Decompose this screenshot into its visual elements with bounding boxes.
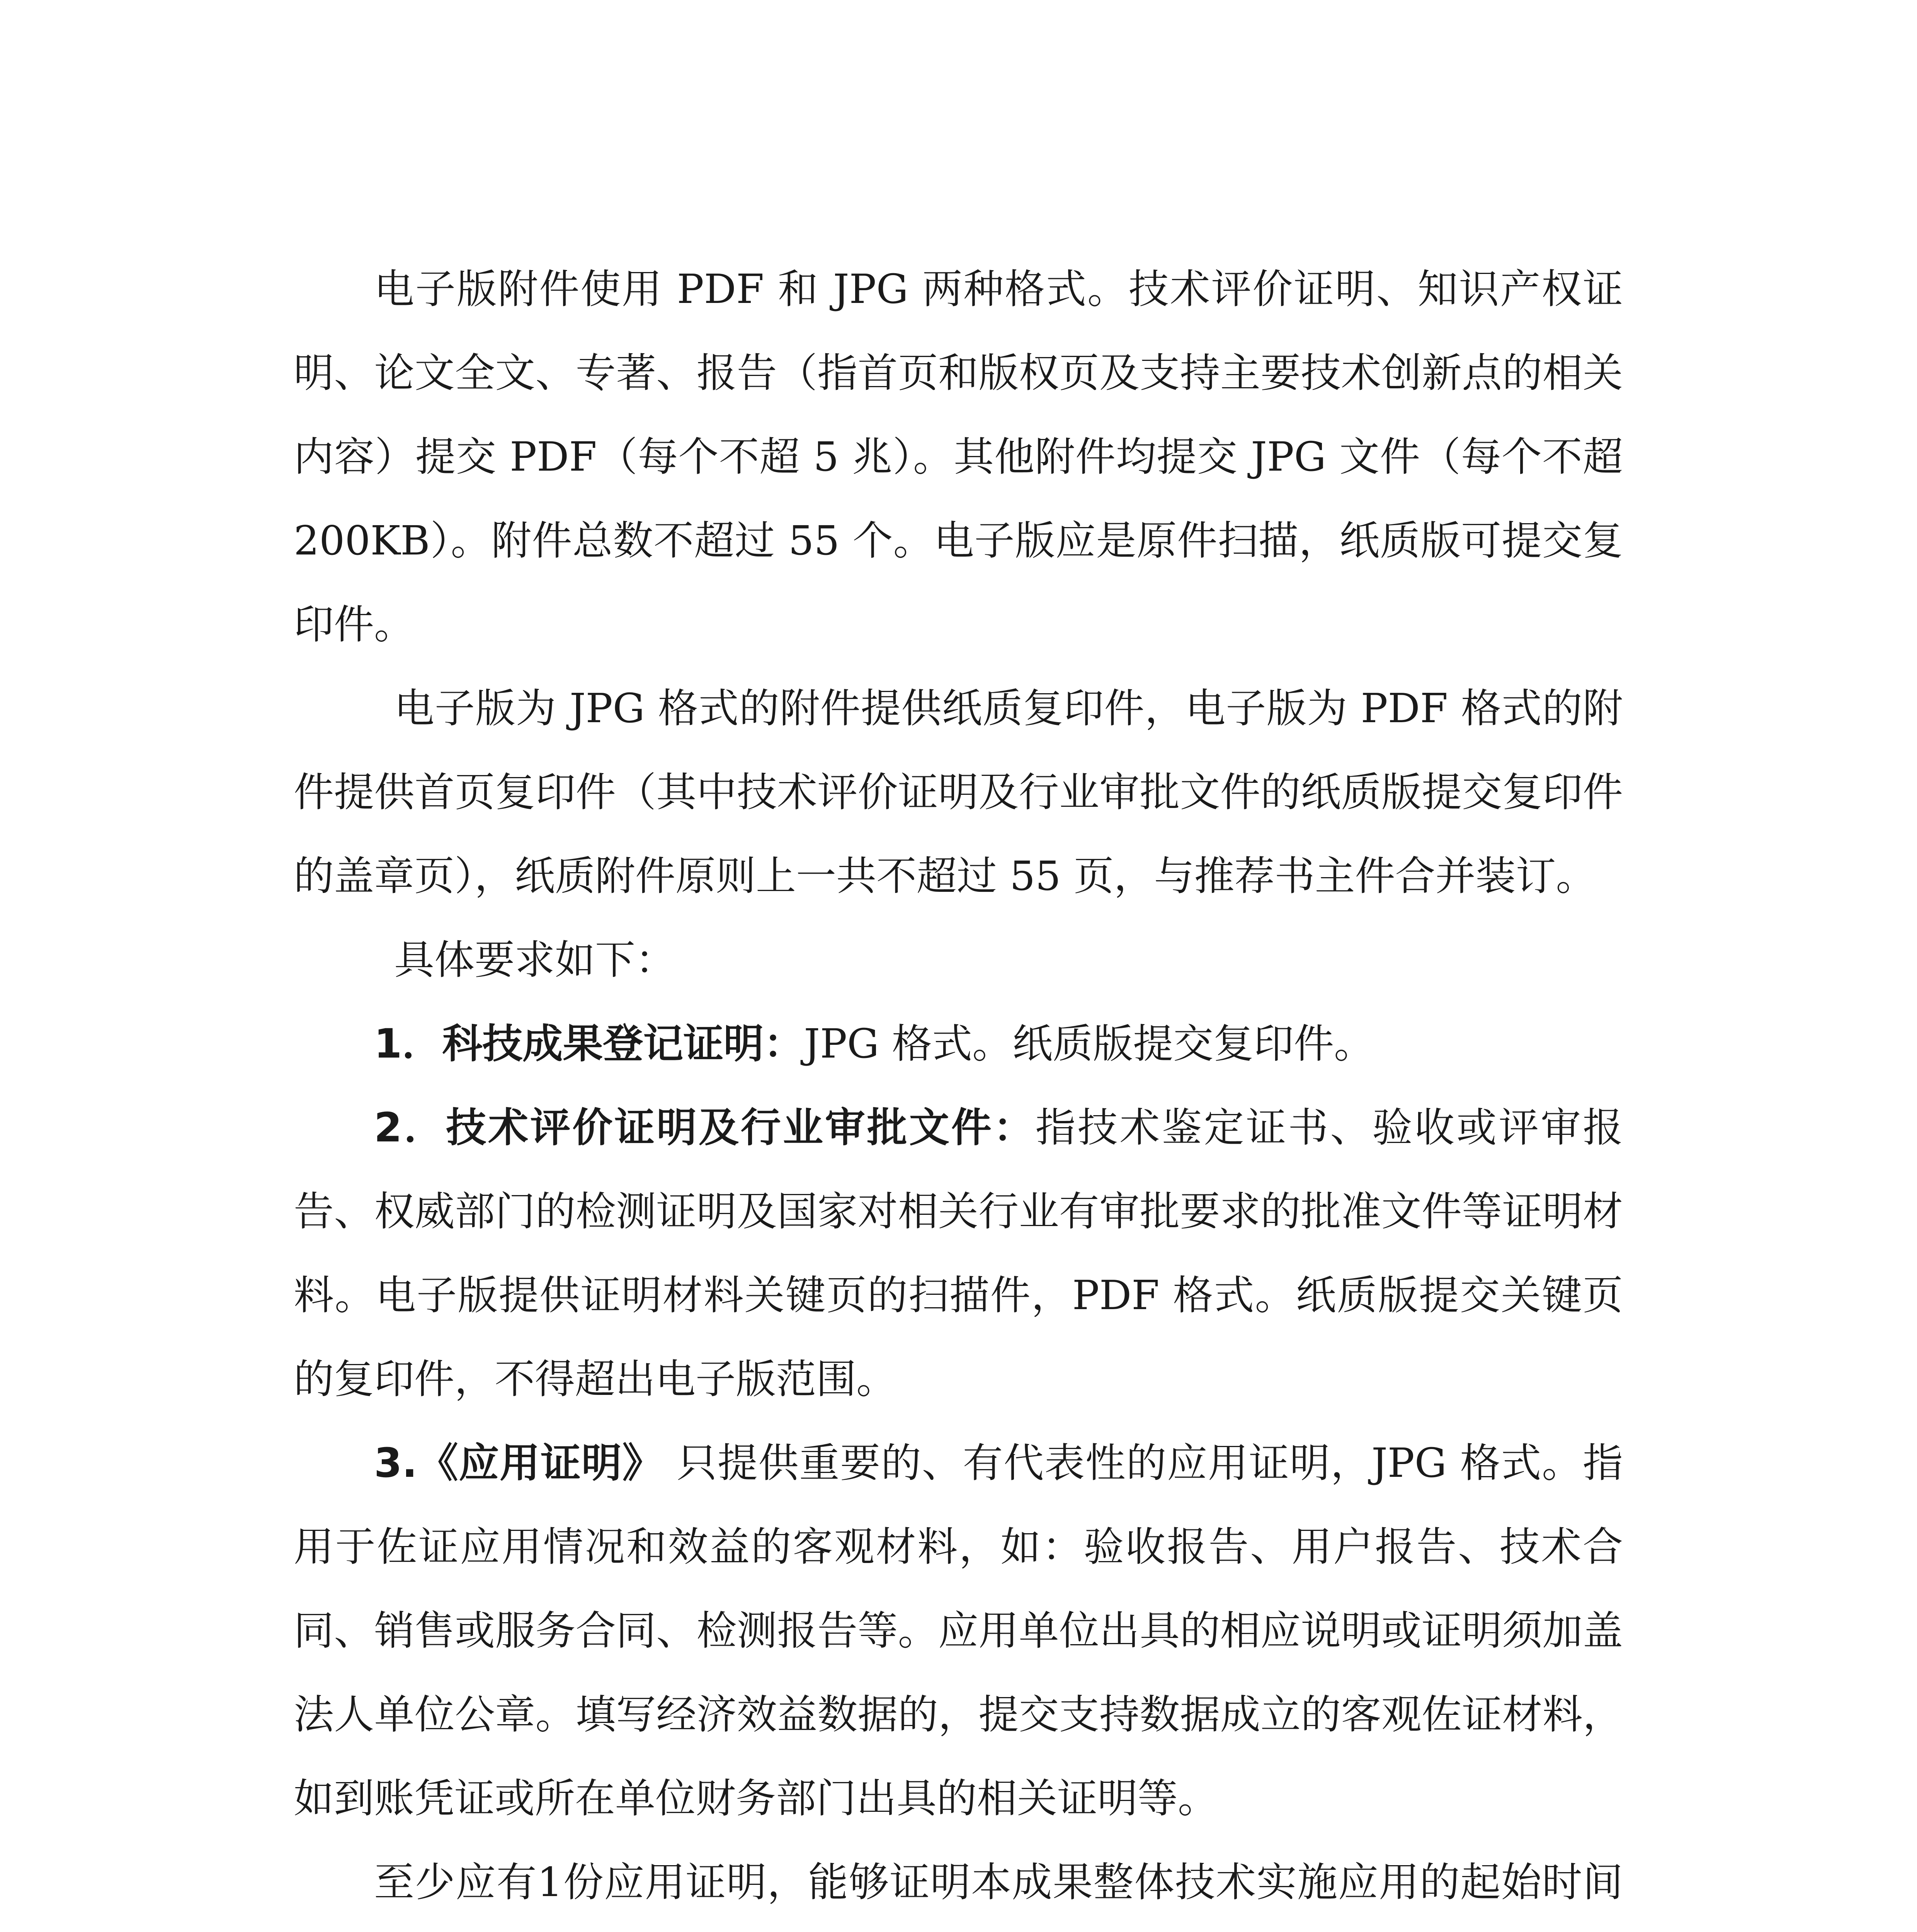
paragraph-text: JPG 格式。纸质版提交复印件。 (804, 1020, 1374, 1067)
paragraph-requirements-intro (294, 918, 1623, 1002)
paragraph-paper-copies (294, 667, 1623, 918)
paragraph-item-2 (294, 1086, 1623, 1421)
paragraph-text: 具体要求如下： (394, 936, 676, 983)
paragraph-lead: 3.《应用证明》 (374, 1439, 663, 1486)
paragraph-text: 电子版为 JPG 格式的附件提供纸质复印件，电子版为 PDF 格式的附件提供首页复印件（其中技术评价证明及行业审批文件的纸质版提交复印件的盖章页），纸质附件原则上一共不超过 55 页，与推荐书主件合并装订。 (294, 685, 1623, 900)
paragraph-lead: 1．科技成果登记证明： (374, 1020, 804, 1067)
paragraph-text: 至少应有1份应用证明，能够证明本成果整体技术实施应用的起始时间 (374, 1859, 1623, 1906)
paragraph-text: 只提供重要的、有代表性的应用证明，JPG 格式。指用于佐证应用情况和效益的客观材料，如：验收报告、用户报告、技术合同、销售或服务合同、检测报告等。应用单位出具的相应说明或证明须加盖法人单位公章。填写经济效益数据的，提交支持数据成立的客观佐证材料，如到账凭证或所在单位财务部门出具的相关证明等。 (294, 1439, 1623, 1822)
paragraph-lead: 2．技术评价证明及行业审批文件： (374, 1104, 1036, 1151)
paragraph-item-1 (294, 1002, 1623, 1086)
paragraph-text: 电子版附件使用 PDF 和 JPG 两种格式。技术评价证明、知识产权证明、论文全文、专著、报告（指首页和版权页及支持主要技术创新点的相关内容）提交 PDF（每个不超 5 兆）。其他附件均提交 JPG 文件（每个不超 200KB）。附件总数不超过 55 个。电子版应是原件扫描，纸质版可提交复印件。 (294, 265, 1623, 648)
paragraph-item-3 (294, 1421, 1623, 1840)
paragraph-attachment-formats (294, 247, 1623, 667)
document-body (294, 247, 1623, 1932)
paragraph-application-proof-period (294, 1840, 1623, 1932)
paragraph-text: 指技术鉴定证书、验收或评审报告、权威部门的检测证明及国家对相关行业有审批要求的批准文件等证明材料。电子版提供证明材料关键页的扫描件，PDF 格式。纸质版提交关键页的复印件，不得超出电子版范围。 (294, 1104, 1623, 1403)
